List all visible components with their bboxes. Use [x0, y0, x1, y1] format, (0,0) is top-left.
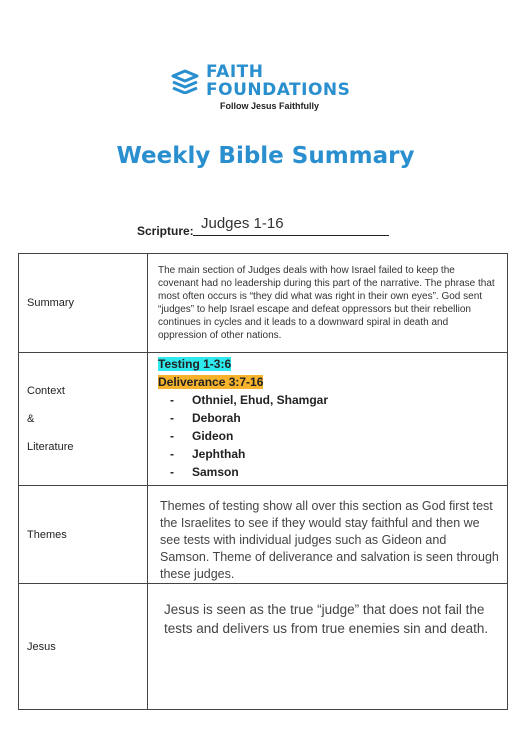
page-title: Weekly Bible Summary — [116, 143, 415, 169]
list-item: - Samson — [170, 465, 239, 479]
list-item: - Deborah — [170, 411, 241, 425]
themes-cell[interactable] — [148, 486, 508, 584]
context-row — [19, 353, 508, 486]
judges-list — [158, 391, 507, 481]
scripture-underline — [193, 235, 389, 236]
stacked-books-icon — [170, 68, 200, 99]
context-label-line1: Context — [27, 385, 65, 397]
scripture-field — [137, 213, 397, 239]
themes-label: Themes — [19, 486, 148, 584]
scripture-value[interactable]: Judges 1-16 — [201, 215, 284, 232]
judge-name: Jephthah — [192, 447, 246, 461]
themes-row — [19, 486, 508, 584]
list-item: - Jephthah — [170, 447, 246, 461]
jesus-cell[interactable] — [148, 584, 508, 710]
context-label-ampersand: & — [27, 413, 35, 425]
logo-line-2: FOUNDATIONS — [206, 80, 351, 100]
judge-name: Gideon — [192, 429, 234, 443]
summary-table — [18, 253, 508, 710]
jesus-text: Jesus is seen as the true “judge” that does not fail the tests and delivers us from true enemies sin and death. — [164, 602, 489, 636]
list-item: - Othniel, Ehud, Shamgar — [170, 393, 329, 407]
themes-text: Themes of testing show all over this section as God first test the Israelites to see if they would stay faithful and then we see tests with individual judges such as Gideon and Samson. Theme of deliverance and salvation is seen through these judges. — [160, 499, 499, 581]
judge-name: Othniel, Ehud, Shamgar — [192, 393, 329, 407]
judge-name: Deborah — [192, 411, 241, 425]
logo-line-1: FAITH — [206, 62, 264, 82]
judge-name: Samson — [192, 465, 239, 479]
summary-label: Summary — [19, 254, 148, 353]
jesus-row — [19, 584, 508, 710]
jesus-label: Jesus — [19, 584, 148, 710]
summary-cell[interactable] — [148, 254, 508, 353]
deliverance-heading: Deliverance 3:7-16 — [158, 375, 264, 389]
summary-text: The main section of Judges deals with how Israel failed to keep the covenant had no leadership during this part of the narrative. The phrase that most often occurs is “they did what was right in their own eyes”. God sent “judges” to help Israel escape and defeat oppressors but their rebellion continues in cycles and it leads to a downward spiral in death and oppression of other nations. — [158, 265, 495, 341]
logo-tagline: Follow Jesus Faithfully — [220, 101, 320, 111]
list-item: - Gideon — [170, 429, 234, 443]
scripture-label: Scripture: — [137, 224, 194, 238]
faith-foundations-logo — [170, 60, 370, 120]
context-label-line3: Literature — [27, 441, 74, 453]
summary-row — [19, 254, 508, 353]
context-cell[interactable] — [148, 353, 508, 486]
context-label — [19, 353, 148, 486]
testing-heading: Testing 1-3:6 — [158, 357, 232, 371]
